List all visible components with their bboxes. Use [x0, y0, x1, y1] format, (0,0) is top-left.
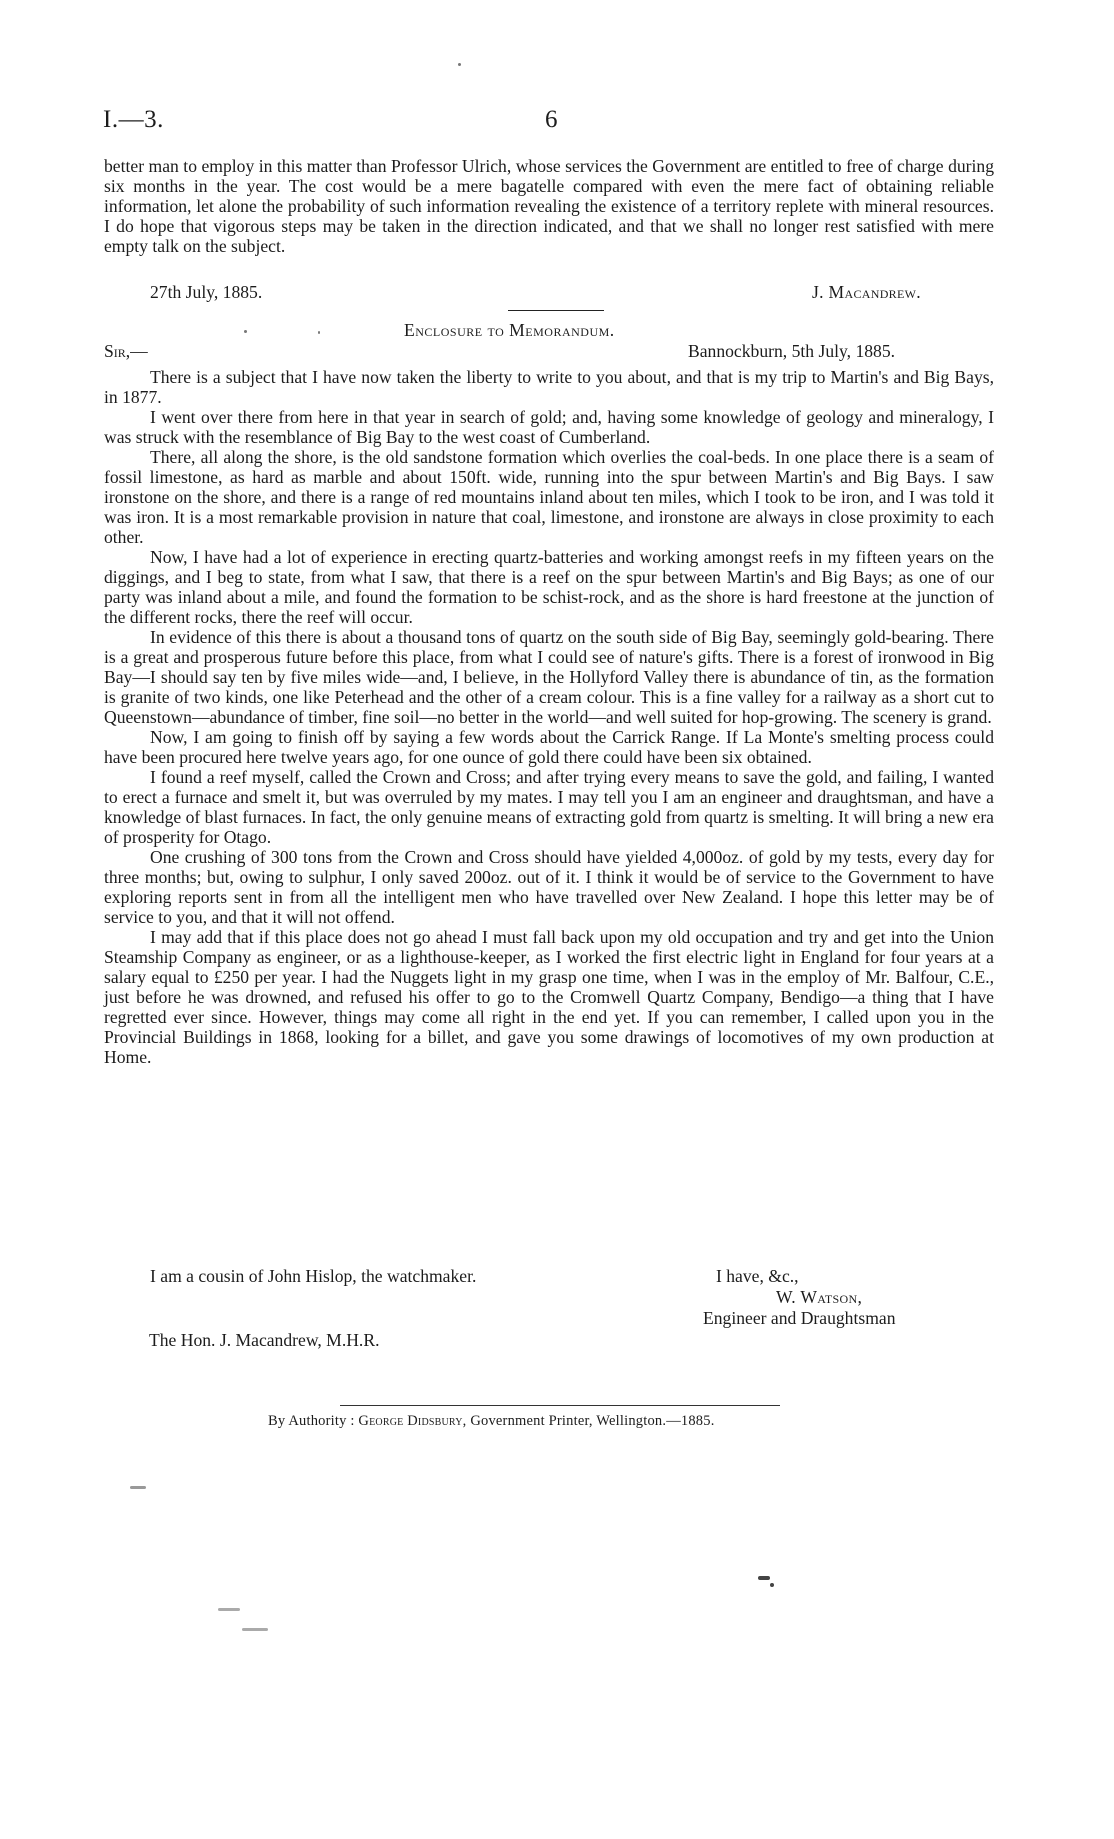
scan-speck [318, 331, 320, 334]
scan-speck [458, 63, 461, 66]
letter-paragraph: Now, I am going to finish off by saying a few words about the Carrick Range. If La Monte's smelting process could have been procured here twelve years ago, for one ounce of gold there could have been six obtained. [104, 727, 994, 767]
printer-imprint [268, 1413, 715, 1430]
imprint-prefix: By Authority : [268, 1413, 355, 1429]
document-reference: I.—3. [103, 106, 164, 133]
scan-speck [758, 1576, 770, 1580]
letter-paragraph: I may add that if this place does not go ahead I must fall back upon my old occupation and try and get into the Union Steamship Company as engineer, or as a lighthouse-keeper, as I worked the first electric light in England for four years at a salary equal to £250 per year. I had the Nuggets light in my grasp one time, when I was in the employ of Mr. Balfour, C.E., just before he was drowned, and refused his offer to go to the Cromwell Quartz Company, Bendigo—a thing that I have regretted ever since. However, things may come all right in the end yet. If you can remember, I called upon you in the Provincial Buildings in 1868, looking for a billet, and gave you some drawings of locomotives of my own production at Home. [104, 927, 994, 1067]
signer-title: Engineer and Draughtsman [703, 1308, 896, 1328]
letter-paragraph: I found a reef myself, called the Crown and Cross; and after trying every means to save the gold, and failing, I wanted to erect a furnace and smelt it, but was overruled by my mates. I may tell you I am an engineer and draughtsman, and have a knowledge of blast furnaces. In fact, the only genuine means of extracting gold from quartz is smelting. It will bring a new era of prosperity for Otago. [104, 767, 994, 847]
memorandum-date: 27th July, 1885. [150, 282, 263, 302]
letter-address-date: Bannockburn, 5th July, 1885. [688, 341, 896, 361]
letter-paragraph: One crushing of 300 tons from the Crown and Cross should have yielded 4,000oz. of gold by my tests, every day for three months; but, owing to sulphur, I only saved 200oz. out of it. I think it would be of service to the Government to have exploring reports sent in from all the intelligent men who have travelled over New Zealand. I hope this letter may be of service to you, and that it will not offend. [104, 847, 994, 927]
letter-paragraph: There is a subject that I have now taken the liberty to write to you about, and that is my trip to Martin's and Big Bays, in 1877. [104, 367, 994, 407]
imprint-printer-name: George Didsbury, [358, 1413, 467, 1429]
memorandum-signature: J. Macandrew. [812, 282, 921, 302]
page-number: 6 [545, 106, 558, 133]
section-divider [508, 310, 604, 311]
letter-closing: I have, &c., [716, 1266, 799, 1286]
imprint-suffix: Government Printer, Wellington.—1885. [470, 1413, 715, 1429]
letter-postscript: I am a cousin of John Hislop, the watchmaker. [150, 1266, 477, 1286]
memorandum-text [104, 156, 994, 256]
letter-paragraph: There, all along the shore, is the old sandstone formation which overlies the coal-beds. In one place there is a seam of fossil limestone, as hard as marble and about 150ft. wide, running into the spur between Martin's and Big Bays. I saw ironstone on the shore, and there is a range of red mountains inland about ten miles, which I took to be iron, and I was told it was iron. It is a most remarkable provision in nature that coal, limestone, and ironstone are always in close proximity to each other. [104, 447, 994, 547]
letter-addressee: The Hon. J. Macandrew, M.H.R. [149, 1330, 380, 1350]
letter-salutation: Sir,— [104, 341, 148, 361]
enclosure-heading: Enclosure to Memorandum. [404, 320, 615, 340]
imprint-divider [340, 1405, 780, 1406]
scan-speck [244, 330, 247, 333]
memorandum-closing-paragraph: better man to employ in this matter than Professor Ulrich, whose services the Government are entitled to free of charge during six months in the year. The cost would be a mere bagatelle compared with even the mere fact of obtaining reliable information, let alone the probability of such information revealing the existence of a territory replete with mineral resources. I do hope that vigorous steps may be taken in the direction indicated, and that we shall no longer rest satisfied with mere empty talk on the subject. [104, 156, 994, 256]
letter-paragraph: Now, I have had a lot of experience in erecting quartz-batteries and working amongst reefs in my fifteen years on the diggings, and I beg to state, from what I saw, that there is a reef on the spur between Martin's and Big Bays; as one of our party was inland about a mile, and found the formation to be schist-rock, and as the shore is hard freestone at the junction of the different rocks, there the reef will occur. [104, 547, 994, 627]
scan-speck [242, 1628, 268, 1631]
scan-speck [770, 1583, 774, 1587]
letter-paragraph: In evidence of this there is about a thousand tons of quartz on the south side of Big Bay, seemingly gold-bearing. There is a great and prosperous future before this place, from what I could see of nature's gifts. There is a forest of ironwood in Big Bay—I should say ten by five miles wide—and, I believe, in the Hollyford Valley there is abundance of tin, as the formation is granite of two kinds, one like Peterhead and the other of a cream colour. This is a fine valley for a railway as a short cut to Queenstown—abundance of timber, fine soil—no better in the world—and well suited for hop-growing. The scenery is grand. [104, 627, 994, 727]
letter-body [104, 367, 994, 1067]
letter-signature: W. Watson, [776, 1287, 863, 1307]
scan-speck [218, 1608, 240, 1611]
scan-speck [130, 1486, 146, 1489]
letter-paragraph: I went over there from here in that year in search of gold; and, having some knowledge of geology and mineralogy, I was struck with the resemblance of Big Bay to the west coast of Cumberland. [104, 407, 994, 447]
